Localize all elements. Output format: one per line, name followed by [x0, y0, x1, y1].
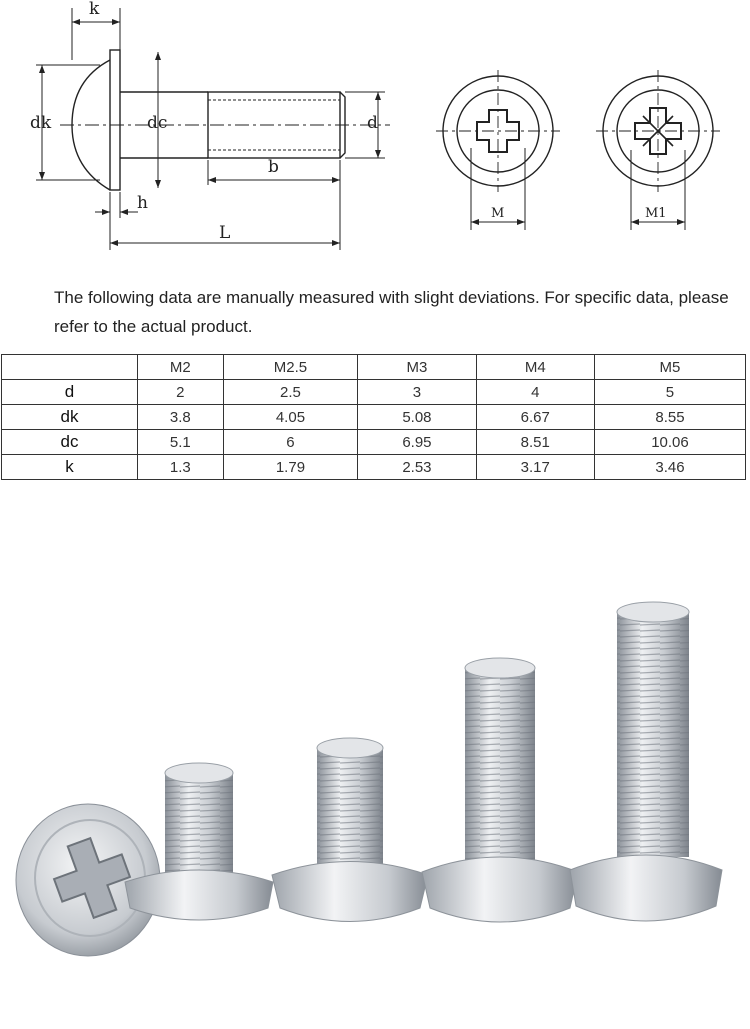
- table-header-cell: [2, 355, 138, 380]
- label-dc: dc: [147, 113, 168, 133]
- label-d: d: [367, 113, 378, 133]
- table-row: [2, 430, 746, 455]
- table-header-row: [2, 355, 746, 380]
- screw-m5: [570, 602, 722, 921]
- table-cell: 3: [358, 380, 476, 405]
- label-k: k: [89, 0, 100, 19]
- table-cell: 6.67: [476, 405, 594, 430]
- table-cell: 8.51: [476, 430, 594, 455]
- label-M1: M1: [645, 206, 667, 221]
- table-header-cell: M2: [138, 355, 224, 380]
- table-header-cell: M5: [594, 355, 745, 380]
- screw-m3: [422, 658, 578, 922]
- table-header-cell: M3: [358, 355, 476, 380]
- table-cell: 4.05: [223, 405, 358, 430]
- table-cell: 1.3: [138, 455, 224, 480]
- table-cell: 2.5: [223, 380, 358, 405]
- row-label: d: [2, 380, 138, 405]
- row-label: dk: [2, 405, 138, 430]
- row-label: k: [2, 455, 138, 480]
- table-cell: 6: [223, 430, 358, 455]
- table-cell: 6.95: [358, 430, 476, 455]
- table-cell: 2.53: [358, 455, 476, 480]
- table-row: [2, 380, 746, 405]
- washer-flange: [110, 50, 120, 190]
- table-header-cell: M2.5: [223, 355, 358, 380]
- label-L: L: [219, 223, 231, 243]
- table-row: [2, 455, 746, 480]
- label-M: M: [491, 206, 505, 221]
- screw-dimension-diagram: [0, 0, 750, 270]
- label-h: h: [137, 193, 148, 213]
- table-cell: 4: [476, 380, 594, 405]
- table-cell: 1.79: [223, 455, 358, 480]
- product-photo: [0, 590, 750, 1029]
- table-cell: 8.55: [594, 405, 745, 430]
- table-cell: 3.17: [476, 455, 594, 480]
- table-cell: 5.08: [358, 405, 476, 430]
- table-cell: 5: [594, 380, 745, 405]
- table-cell: 10.06: [594, 430, 745, 455]
- label-b: b: [268, 157, 279, 177]
- measurement-note: The following data are manually measured with slight deviations. For specific data, please refer to the actual product.: [54, 288, 729, 336]
- label-dk: dk: [30, 113, 52, 133]
- table-header-cell: M4: [476, 355, 594, 380]
- spec-table: [1, 354, 746, 480]
- table-cell: 3.46: [594, 455, 745, 480]
- screw-m2-5: [272, 738, 428, 922]
- table-row: [2, 405, 746, 430]
- table-cell: 5.1: [138, 430, 224, 455]
- table-cell: 3.8: [138, 405, 224, 430]
- table-cell: 2: [138, 380, 224, 405]
- row-label: dc: [2, 430, 138, 455]
